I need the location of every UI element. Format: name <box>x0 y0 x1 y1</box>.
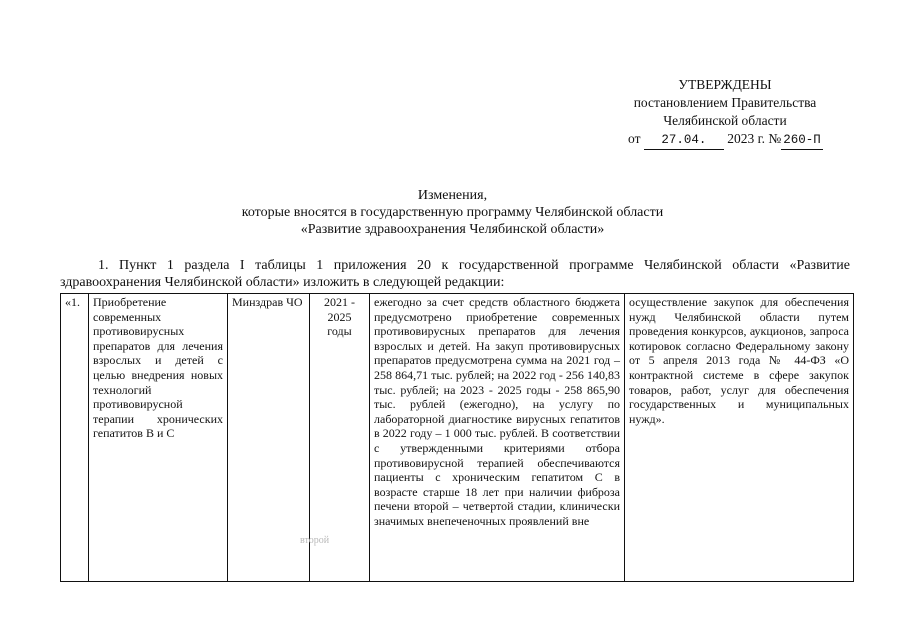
cell-funding: ежегодно за счет средств областного бюджета предусмотрено приобретение современных противовирусных препаратов для лечения взрослых и детей. На закуп противовирусных препаратов предусмотрена сумма на 2021 год – 258 864,71 тыс. рублей; на 2022 год - 256 140,83 тыс. рублей; на 2023 - 2025 годы - 258 865,90 тыс. рублей (ежегодно), на услугу по лабораторной диагностике вирусных гепатитов в 2022 году – 1 000 тыс. рублей. В соответствии с утвержденными критериями отбора противовирусной терапией обеспечиваются пациенты с хроническим гепатитом С в возрасте старше 18 лет при наличии фиброза печени второй – четвертой стадии, клинически значимых внепеченочных проявлений вне <box>370 294 625 582</box>
program-table <box>60 293 854 582</box>
approval-line1: постановлением Правительства <box>633 95 817 110</box>
cell-activity-name: Приобретение современных противовирусных препаратов для лечения взрослых и детей с целью внедрения новых технологий противовирусной терапии хронических гепатитов В и С <box>89 294 228 582</box>
table-row <box>61 294 854 582</box>
cell-procurement: осуществление закупок для обеспечения нужд Челябинской области путем проведения конкурсов, аукционов, запроса котировок согласно Федеральному закону от 5 апреля 2013 года № 44-ФЗ «О контрактной системе в сфере закупок товаров, работ, услуг для обеспечения государственных и муниципальных нужд». <box>625 294 854 582</box>
heading-line2: которые вносятся в государственную программу Челябинской области <box>241 205 664 220</box>
faint-watermark-text: второй <box>300 535 330 546</box>
approval-year: 2023 г. № <box>727 131 782 146</box>
heading-line3: «Развитие здравоохранения Челябинской области» <box>300 222 605 237</box>
document-heading <box>150 187 755 238</box>
heading-title: Изменения, <box>417 188 488 203</box>
intro-paragraph: 1. Пункт 1 раздела I таблицы 1 приложения 20 к государственной программе Челябинской области «Развитие здравоохранения Челябинской области» изложить в следующей редакции: <box>60 258 850 290</box>
approval-date: 27.04. <box>644 131 724 150</box>
cell-number: «1. <box>61 294 89 582</box>
cell-executor: Минздрав ЧО <box>228 294 310 582</box>
approval-prefix: от <box>628 131 641 146</box>
approval-signature-line <box>600 130 850 150</box>
approval-line2: Челябинской области <box>663 113 787 128</box>
cell-years: 2021 - 2025 годы <box>310 294 370 582</box>
approval-number: 260-П <box>781 131 823 150</box>
approval-title: УТВЕРЖДЕНЫ <box>678 77 772 92</box>
approval-block <box>600 76 850 150</box>
